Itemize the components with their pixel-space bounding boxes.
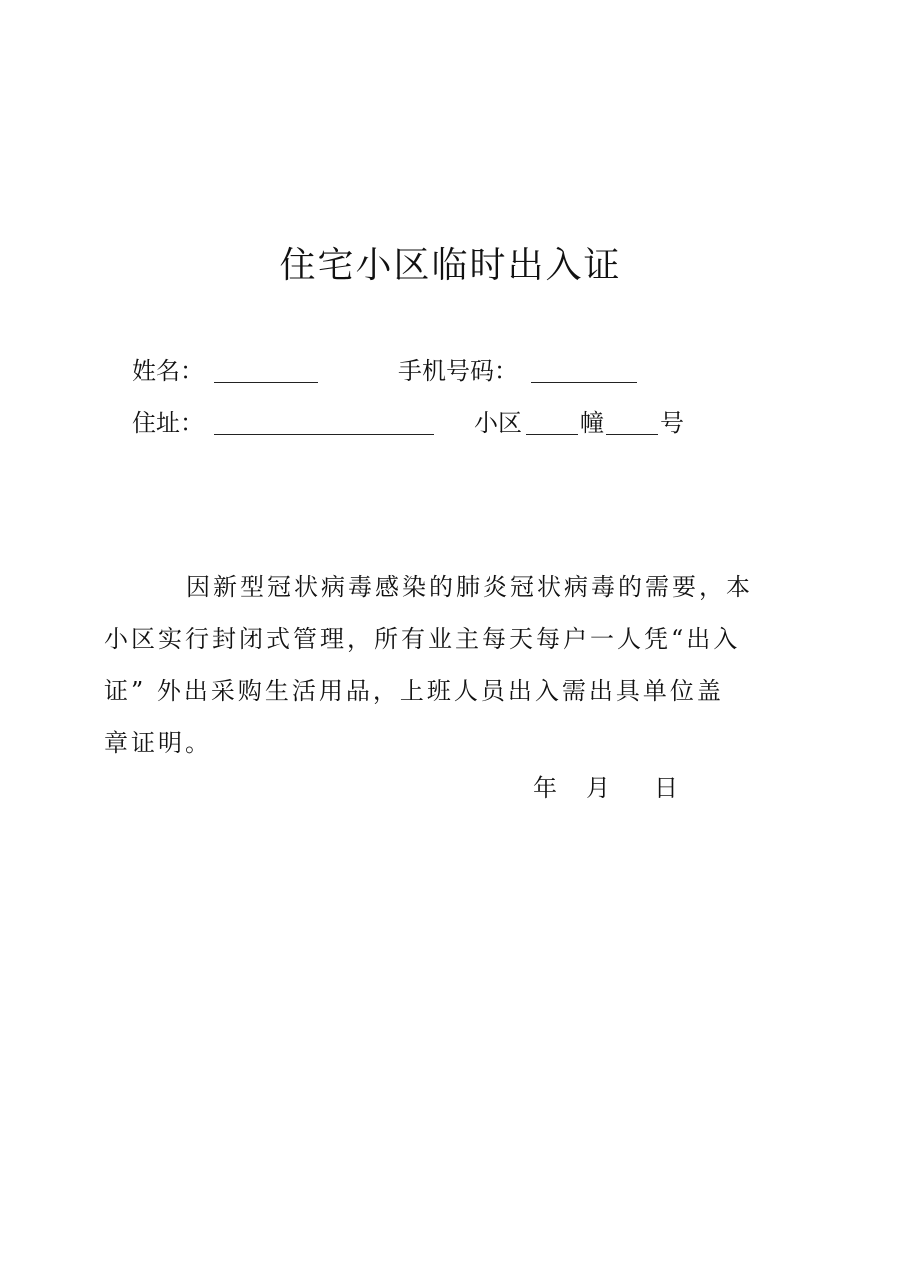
month-label: 月 <box>586 774 610 802</box>
community-label: 小区 <box>474 409 522 437</box>
address-label: 住址： <box>132 409 204 437</box>
number-blank-line[interactable] <box>606 434 658 435</box>
address-row <box>0 406 901 440</box>
building-label: 幢 <box>580 409 604 437</box>
number-label: 号 <box>660 409 684 437</box>
notice-line: 证” 外出采购生活用品，上班人员出入需出具单位盖 <box>104 677 724 705</box>
phone-label: 手机号码： <box>398 357 518 385</box>
document-title: 住宅小区临时出入证 <box>279 245 622 286</box>
year-label: 年 <box>533 774 557 802</box>
notice-line: 因新型冠状病毒感染的肺炎冠状病毒的需要，本 <box>186 573 753 601</box>
name-label: 姓名： <box>132 357 204 385</box>
date-line <box>0 770 901 806</box>
day-label: 日 <box>654 774 678 802</box>
address-blank-line[interactable] <box>214 434 434 435</box>
notice-line: 章证明。 <box>104 729 212 757</box>
name-phone-row <box>0 354 901 388</box>
building-blank-line[interactable] <box>526 434 578 435</box>
notice-paragraph <box>104 561 754 769</box>
name-blank-line[interactable] <box>214 382 318 383</box>
phone-blank-line[interactable] <box>531 382 637 383</box>
notice-line: 小区实行封闭式管理，所有业主每天每户一人凭“出入 <box>104 625 741 653</box>
